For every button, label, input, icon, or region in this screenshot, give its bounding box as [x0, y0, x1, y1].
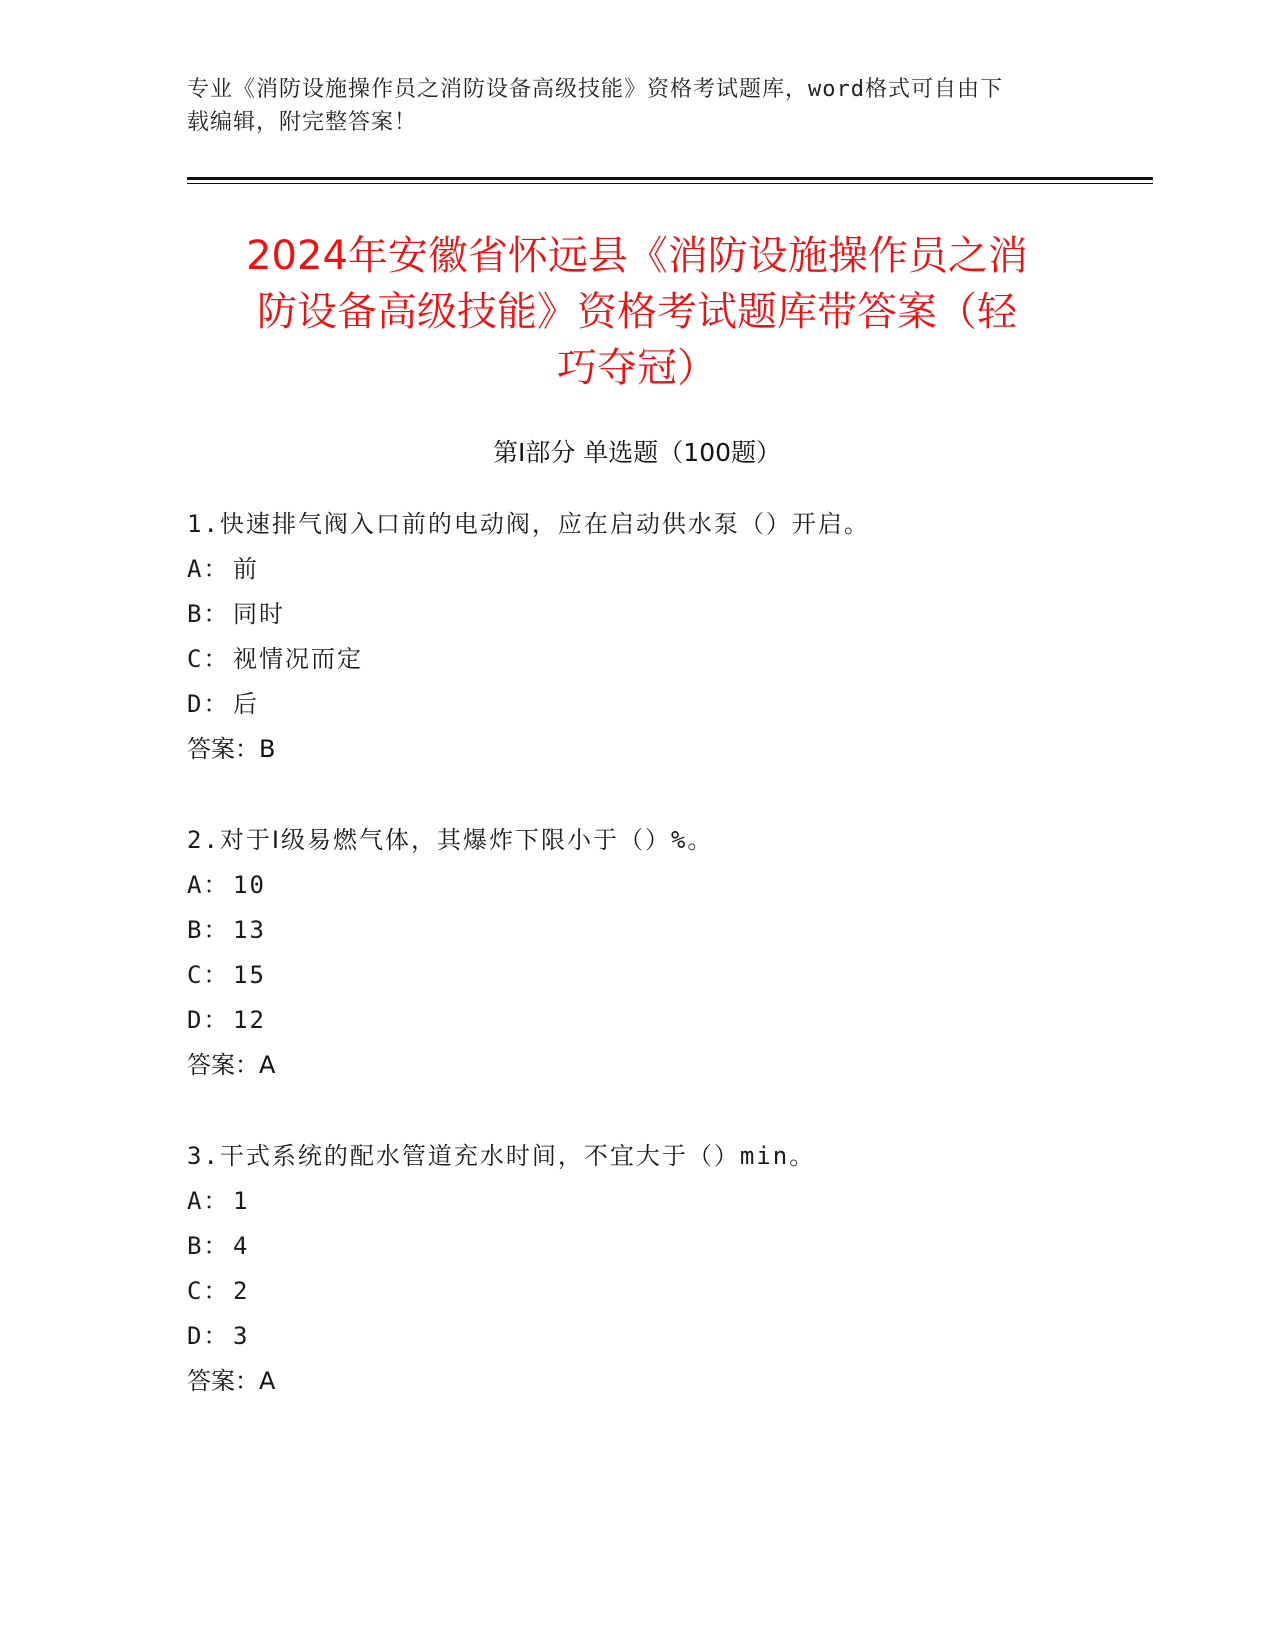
option-b — [187, 1224, 1137, 1269]
answer — [187, 1043, 1137, 1088]
option-text: 10 — [233, 871, 266, 899]
option-key: C： — [187, 1277, 230, 1305]
option-text: 同时 — [233, 600, 285, 628]
header-divider-thick — [187, 177, 1153, 180]
header-note-line-2: 载编辑，附完整答案！ — [187, 110, 418, 135]
answer-value: B — [259, 735, 276, 763]
answer-label: 答案： — [187, 735, 259, 763]
option-b — [187, 592, 1137, 637]
answer-label: 答案： — [187, 1051, 259, 1079]
option-key: D： — [187, 1006, 230, 1034]
option-d — [187, 998, 1137, 1043]
option-text: 12 — [233, 1006, 266, 1034]
option-key: B： — [187, 1232, 230, 1260]
question-3 — [187, 1134, 1137, 1404]
option-key: A： — [187, 555, 230, 583]
question-stem: 1.快速排气阀入口前的电动阀，应在启动供水泵（）开启。 — [187, 510, 870, 538]
header-note-line-1: 专业《消防设施操作员之消防设备高级技能》资格考试题库，word格式可自由下 — [187, 77, 1003, 102]
option-key: C： — [187, 961, 230, 989]
document-title-line-2: 防设备高级技能》资格考试题库带答案（轻 — [257, 289, 1017, 335]
answer-value: A — [259, 1367, 276, 1395]
header-divider-thin — [187, 183, 1153, 184]
option-text: 4 — [233, 1232, 250, 1260]
question-1 — [187, 502, 1137, 772]
option-key: B： — [187, 600, 230, 628]
option-a — [187, 1179, 1137, 1224]
option-c — [187, 953, 1137, 998]
option-text: 13 — [233, 916, 266, 944]
answer — [187, 1359, 1137, 1404]
document-title — [187, 228, 1087, 396]
question-2 — [187, 818, 1137, 1088]
option-text: 15 — [233, 961, 266, 989]
option-a — [187, 547, 1137, 592]
option-key: C： — [187, 645, 230, 673]
option-text: 2 — [233, 1277, 250, 1305]
question-stem: 3.干式系统的配水管道充水时间，不宜大于（）min。 — [187, 1142, 816, 1170]
header-note — [187, 73, 1077, 139]
option-a — [187, 863, 1137, 908]
answer-label: 答案： — [187, 1367, 259, 1395]
option-text: 3 — [233, 1322, 250, 1350]
answer — [187, 727, 1137, 772]
option-b — [187, 908, 1137, 953]
question-stem: 2.对于Ⅰ级易燃气体，其爆炸下限小于（）%。 — [187, 826, 714, 854]
option-text: 前 — [233, 555, 259, 583]
option-key: A： — [187, 1187, 230, 1215]
option-d — [187, 682, 1137, 727]
document-title-line-1: 2024年安徽省怀远县《消防设施操作员之消 — [246, 233, 1028, 279]
document-title-line-3: 巧夺冠） — [557, 345, 717, 391]
option-key: D： — [187, 690, 230, 718]
option-d — [187, 1314, 1137, 1359]
option-key: A： — [187, 871, 230, 899]
option-c — [187, 1269, 1137, 1314]
option-c — [187, 637, 1137, 682]
option-key: B： — [187, 916, 230, 944]
option-text: 视情况而定 — [233, 645, 363, 673]
answer-value: A — [259, 1051, 276, 1079]
option-text: 后 — [233, 690, 259, 718]
option-text: 1 — [233, 1187, 250, 1215]
option-key: D： — [187, 1322, 230, 1350]
section-title: 第Ⅰ部分 单选题（100题） — [492, 438, 782, 467]
